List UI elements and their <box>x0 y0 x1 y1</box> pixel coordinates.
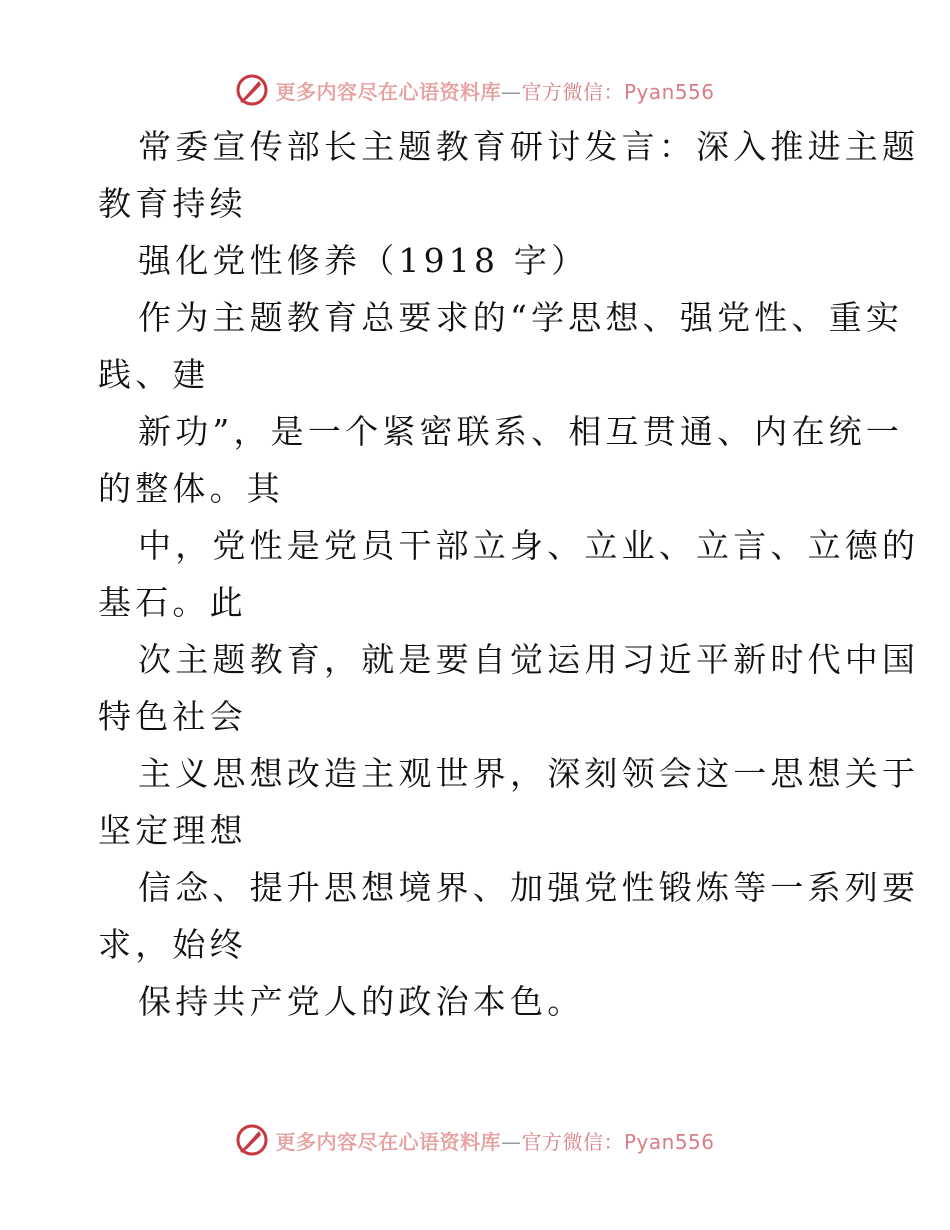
paragraph <box>98 403 904 460</box>
paragraph <box>98 574 858 631</box>
paragraph <box>98 118 920 175</box>
feather-logo-icon <box>235 73 269 107</box>
text-line: 特色社会 <box>98 697 247 736</box>
paragraph <box>98 688 858 745</box>
text-line: 保持共产党人的政治本色。 <box>138 982 585 1021</box>
text-line: 作为主题教育总要求的“学思想、强党性、重实 <box>138 298 904 337</box>
header-text <box>275 76 714 105</box>
footer-separator: — <box>500 1129 522 1154</box>
paragraph <box>98 232 858 289</box>
paragraph <box>98 460 858 517</box>
text-line: 常委宣传部长主题教育研讨发言：深入推进主题 <box>138 127 920 166</box>
feather-logo-icon <box>235 1123 269 1157</box>
header-banner <box>0 70 950 110</box>
text-line: 新功”，是一个紧密联系、相互贯通、内在统一 <box>138 412 904 451</box>
text-line: 的整体。其 <box>98 469 284 508</box>
paragraph <box>98 745 920 802</box>
header-separator: — <box>500 79 522 104</box>
paragraph <box>98 631 920 688</box>
text-line: 教育持续 <box>98 184 247 223</box>
footer-handle: Pyan556 <box>623 1129 715 1154</box>
document-body <box>98 118 920 1030</box>
header-brand: 更多内容尽在心语资料库 <box>275 79 501 104</box>
footer-brand: 更多内容尽在心语资料库 <box>275 1129 501 1154</box>
header-official: 官方微信： <box>521 79 624 104</box>
footer-banner <box>0 1120 950 1160</box>
text-line: 求，始终 <box>98 925 247 964</box>
paragraph <box>98 289 904 346</box>
paragraph <box>98 859 920 916</box>
footer-official: 官方微信： <box>521 1129 624 1154</box>
text-line: 践、建 <box>98 355 210 394</box>
paragraph <box>98 802 858 859</box>
text-line: 基石。此 <box>98 583 247 622</box>
text-line: 坚定理想 <box>98 811 247 850</box>
header-handle: Pyan556 <box>623 79 715 104</box>
text-line: 次主题教育，就是要自觉运用习近平新时代中国 <box>138 640 920 679</box>
text-line: 强化党性修养（1918 字） <box>138 241 589 280</box>
footer-text <box>275 1126 714 1155</box>
paragraph <box>98 346 858 403</box>
paragraph <box>98 175 858 232</box>
paragraph <box>98 916 858 973</box>
paragraph <box>98 517 920 574</box>
paragraph <box>98 973 858 1030</box>
text-line: 信念、提升思想境界、加强党性锻炼等一系列要 <box>138 868 920 907</box>
text-line: 中，党性是党员干部立身、立业、立言、立德的 <box>138 526 920 565</box>
text-line: 主义思想改造主观世界，深刻领会这一思想关于 <box>138 754 920 793</box>
